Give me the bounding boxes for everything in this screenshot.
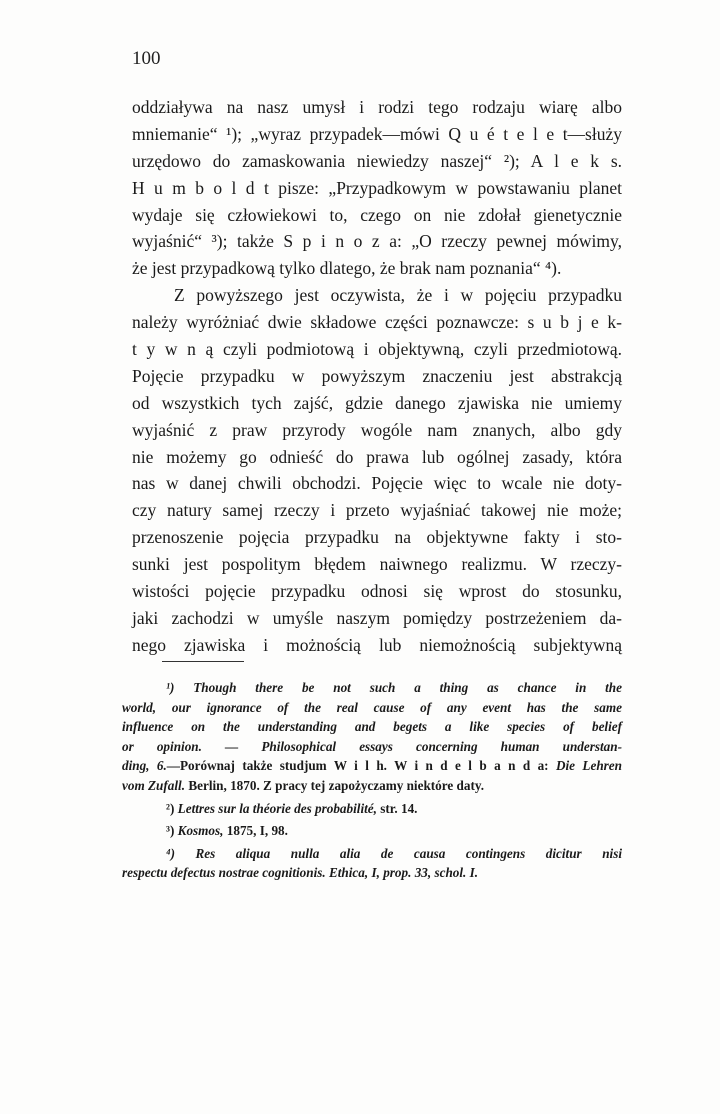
body-line: Pojęcie przypadku w powyższym znaczeniu jest abstrakcją bbox=[132, 365, 622, 386]
body-line: czy natury samej rzeczy i przeto wyjaśniać takowej nie może; bbox=[132, 500, 622, 521]
footnote-roman-text: Berlin, 1870. Z pracy tej zapożyczamy niektóre daty. bbox=[185, 777, 485, 793]
body-line: jaki zachodzi w umyśle naszym pomiędzy postrzeżeniem da- bbox=[132, 607, 622, 628]
footnote-1-line bbox=[122, 776, 622, 796]
body-line: H u m b o l d t pisze: „Przypadkowym w powstawaniu planet bbox=[132, 177, 622, 198]
footnote-3 bbox=[122, 821, 622, 841]
footnote-marker: ³) bbox=[166, 823, 178, 839]
body-line: t y w n ą czyli podmiotową i objektywną, czyli przedmiotową. bbox=[132, 339, 622, 360]
footnote-1-line bbox=[122, 756, 622, 776]
body-line: mniemanie“ ¹); „wyraz przypadek—mówi Q u é t e l e t—służy bbox=[132, 123, 622, 144]
footnote-italic-text: Die Lehren bbox=[555, 758, 622, 774]
footnote-1-line: influence on the understanding and begets a like species of belief bbox=[122, 719, 622, 735]
footnote-italic-text: vom Zufall. bbox=[122, 777, 186, 793]
footnote-divider bbox=[162, 661, 244, 662]
page-number: 100 bbox=[132, 48, 161, 69]
footnote-marker: ²) bbox=[166, 800, 178, 816]
footnote-italic-text: ding, 6. bbox=[122, 758, 167, 774]
footnote-2 bbox=[122, 799, 622, 819]
footnote-roman-text: str. 14. bbox=[376, 800, 418, 816]
footnote-roman-text: 1875, I, 98. bbox=[223, 823, 288, 839]
body-line: nie możemy go odnieść do prawa lub ogólnej zasady, która bbox=[132, 446, 622, 467]
footnote-1-line: world, our ignorance of the real cause of any event has the same bbox=[122, 699, 622, 715]
footnote-roman-text: —Porównaj także studjum W i l h. W i n d e l b a n d a: bbox=[166, 758, 556, 774]
body-line: wydaje się człowiekowi to, czego on nie zdołał gienetycznie bbox=[132, 204, 622, 225]
body-line: należy wyróżniać dwie składowe części poznawcze: s u b j e k- bbox=[132, 312, 622, 333]
footnote-italic-text: Lettres sur la théorie des probabilité, bbox=[177, 800, 377, 816]
body-text bbox=[132, 94, 622, 659]
body-line: nego zjawiska i możnością lub niemożnością subjektywną bbox=[132, 634, 622, 655]
paragraph-start-line: Z powyższego jest oczywista, że i w pojęciu przypadku bbox=[174, 285, 622, 306]
body-line: sunki jest pospolitym błędem naiwnego realizmu. W rzeczy- bbox=[132, 554, 622, 575]
body-line: wistości pojęcie przypadku odnosi się wprost do stosunku, bbox=[132, 581, 622, 602]
footnote-4-line: respectu defectus nostrae cognitionis. Ethica, I, prop. 33, schol. I. bbox=[122, 865, 479, 881]
body-line: urzędowo do zamaskowania niewiedzy naszej“ ²); A l e k s. bbox=[132, 150, 622, 171]
footnote-1-line: or opinion. — Philosophical essays concerning human understan- bbox=[122, 738, 622, 754]
body-line: nas w danej chwili obchodzi. Pojęcie więc to wcale nie doty- bbox=[132, 473, 622, 494]
body-line: oddziaływa na nasz umysł i rodzi tego rodzaju wiarę albo bbox=[132, 97, 622, 117]
footnotes bbox=[122, 678, 622, 883]
body-line: wyjaśnić“ ³); także S p i n o z a: „O rzeczy pewnej mówimy, bbox=[132, 231, 622, 252]
body-line: wyjaśnić z praw przyrody wogóle nam znanych, albo gdy bbox=[132, 419, 622, 440]
body-line: przenoszenie pojęcia przypadku na objektywne fakty i sto- bbox=[132, 527, 622, 548]
footnote-4-line: ⁴) Res aliqua nulla alia de causa contingens dicitur nisi bbox=[166, 845, 622, 861]
footnote-1-line: ¹) Though there be not such a thing as chance in the bbox=[166, 680, 622, 695]
body-line: że jest przypadkową tylko dlatego, że brak nam poznania“ ⁴). bbox=[132, 258, 562, 279]
footnote-italic-text: Kosmos, bbox=[177, 823, 224, 839]
body-line: od wszystkich tych zajść, gdzie danego zjawiska nie umiemy bbox=[132, 392, 622, 413]
